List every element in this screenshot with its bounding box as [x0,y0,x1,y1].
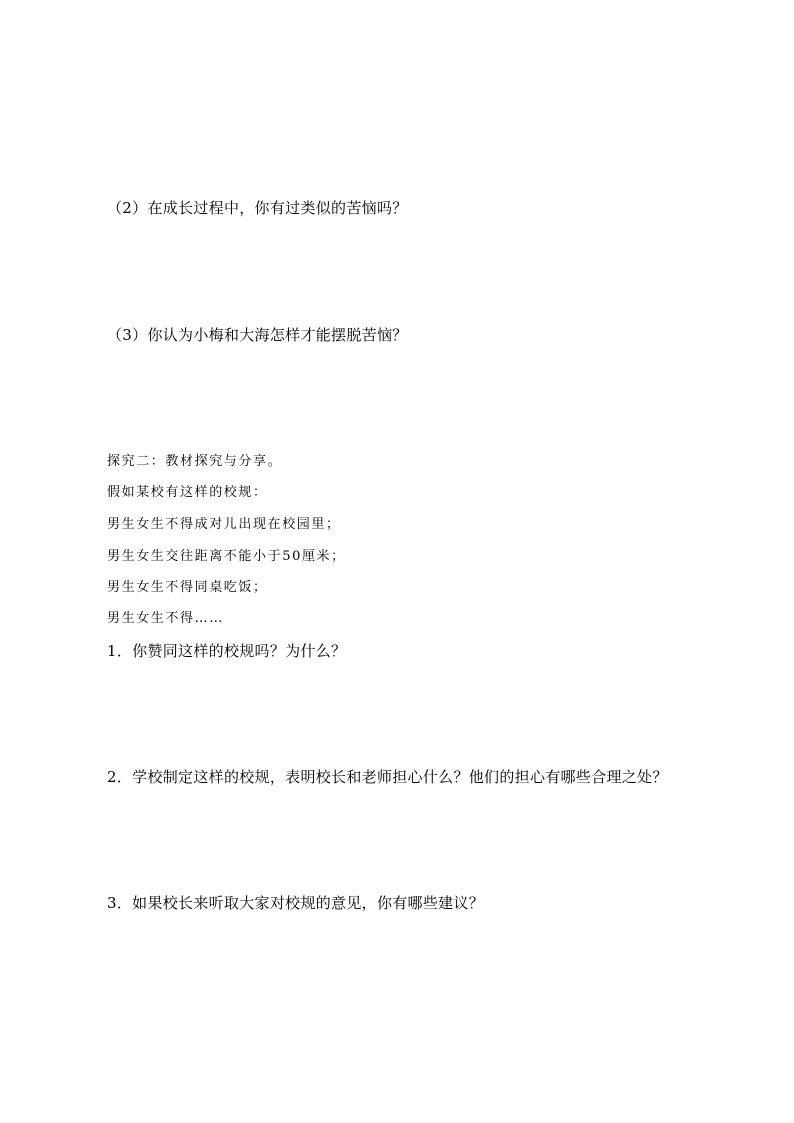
discussion-question-3: 3．如果校长来听取大家对校规的意见，你有哪些建议？ [107,894,485,912]
rule-item-3: 男生女生不得同桌吃饭； [107,580,268,595]
rule-item-2: 男生女生交往距离不能小于50厘米； [107,549,346,564]
rule-item-1: 男生女生不得成对儿出现在校园里； [107,517,341,532]
section-heading: 探究二：教材探究与分享。 [107,454,283,469]
rule-item-4: 男生女生不得…… [107,611,224,626]
question-2: （2）在成长过程中，你有过类似的苦恼吗？ [107,199,408,217]
rules-intro: 假如某校有这样的校规： [107,485,268,500]
question-3: （3）你认为小梅和大海怎样才能摆脱苦恼？ [107,326,408,344]
discussion-question-1: 1．你赞同这样的校规吗？为什么？ [107,642,347,660]
discussion-question-2: 2．学校制定这样的校规，表明校长和老师担心什么？他们的担心有哪些合理之处？ [107,768,668,786]
